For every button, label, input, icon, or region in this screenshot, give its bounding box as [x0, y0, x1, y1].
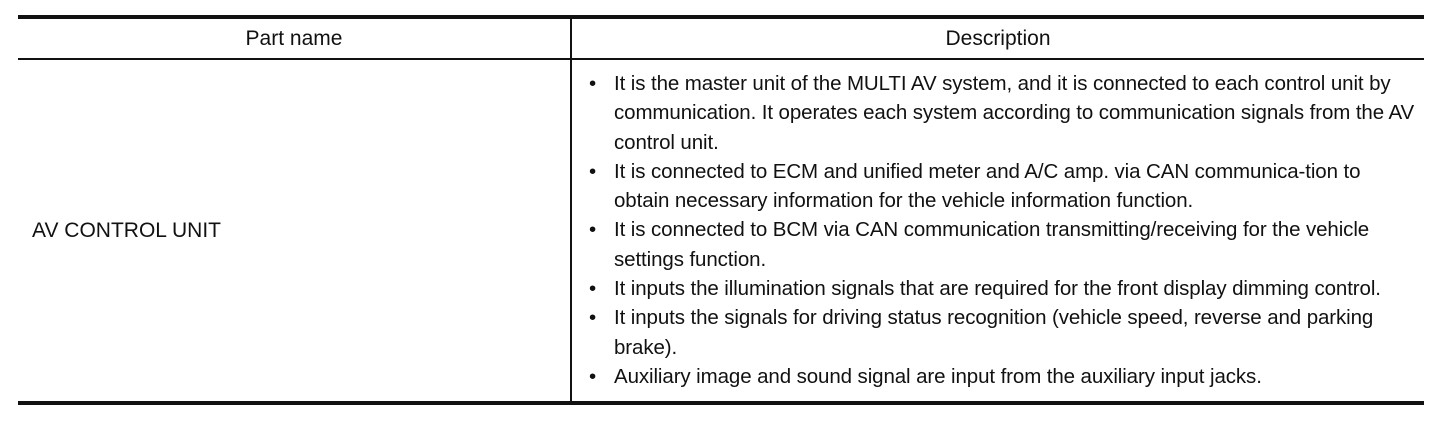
list-item [589, 303, 1418, 362]
description-list [572, 60, 1424, 401]
table-row [18, 59, 1424, 403]
list-item [589, 157, 1418, 216]
table-header-row [18, 17, 1424, 59]
bullet-icon: • [589, 306, 597, 330]
description-text: It inputs the illumination signals that are required for the front display dimming control. [614, 277, 1381, 301]
list-item [589, 274, 1418, 303]
description-text: It is connected to BCM via CAN communication transmitting/receiving for the vehicle settings function. [614, 218, 1370, 271]
list-item [589, 362, 1418, 391]
bullet-icon: • [589, 159, 597, 183]
bullet-icon: • [589, 364, 597, 388]
part-name-cell: AV CONTROL UNIT [18, 59, 571, 403]
bullet-icon: • [589, 72, 597, 95]
bullet-icon: • [589, 218, 597, 242]
bullet-icon: • [589, 277, 597, 301]
list-item [589, 215, 1418, 274]
description-cell [571, 59, 1424, 403]
description-text: Auxiliary image and sound signal are input from the auxiliary input jacks. [614, 364, 1262, 388]
description-text: It inputs the signals for driving status recognition (vehicle speed, reverse and parking brake). [614, 306, 1374, 359]
description-text: It is connected to ECM and unified meter and A/C amp. via CAN communica-tion to obtain necessary information for the vehicle information function. [614, 159, 1361, 213]
description-text: It is the master unit of the MULTI AV system, and it is connected to each control unit by communication. It operates each system according to communication signals from the AV control unit. [614, 72, 1415, 154]
header-description: Description [571, 17, 1424, 59]
part-description-table [18, 15, 1424, 405]
list-item [589, 69, 1418, 157]
header-part-name: Part name [18, 17, 571, 59]
